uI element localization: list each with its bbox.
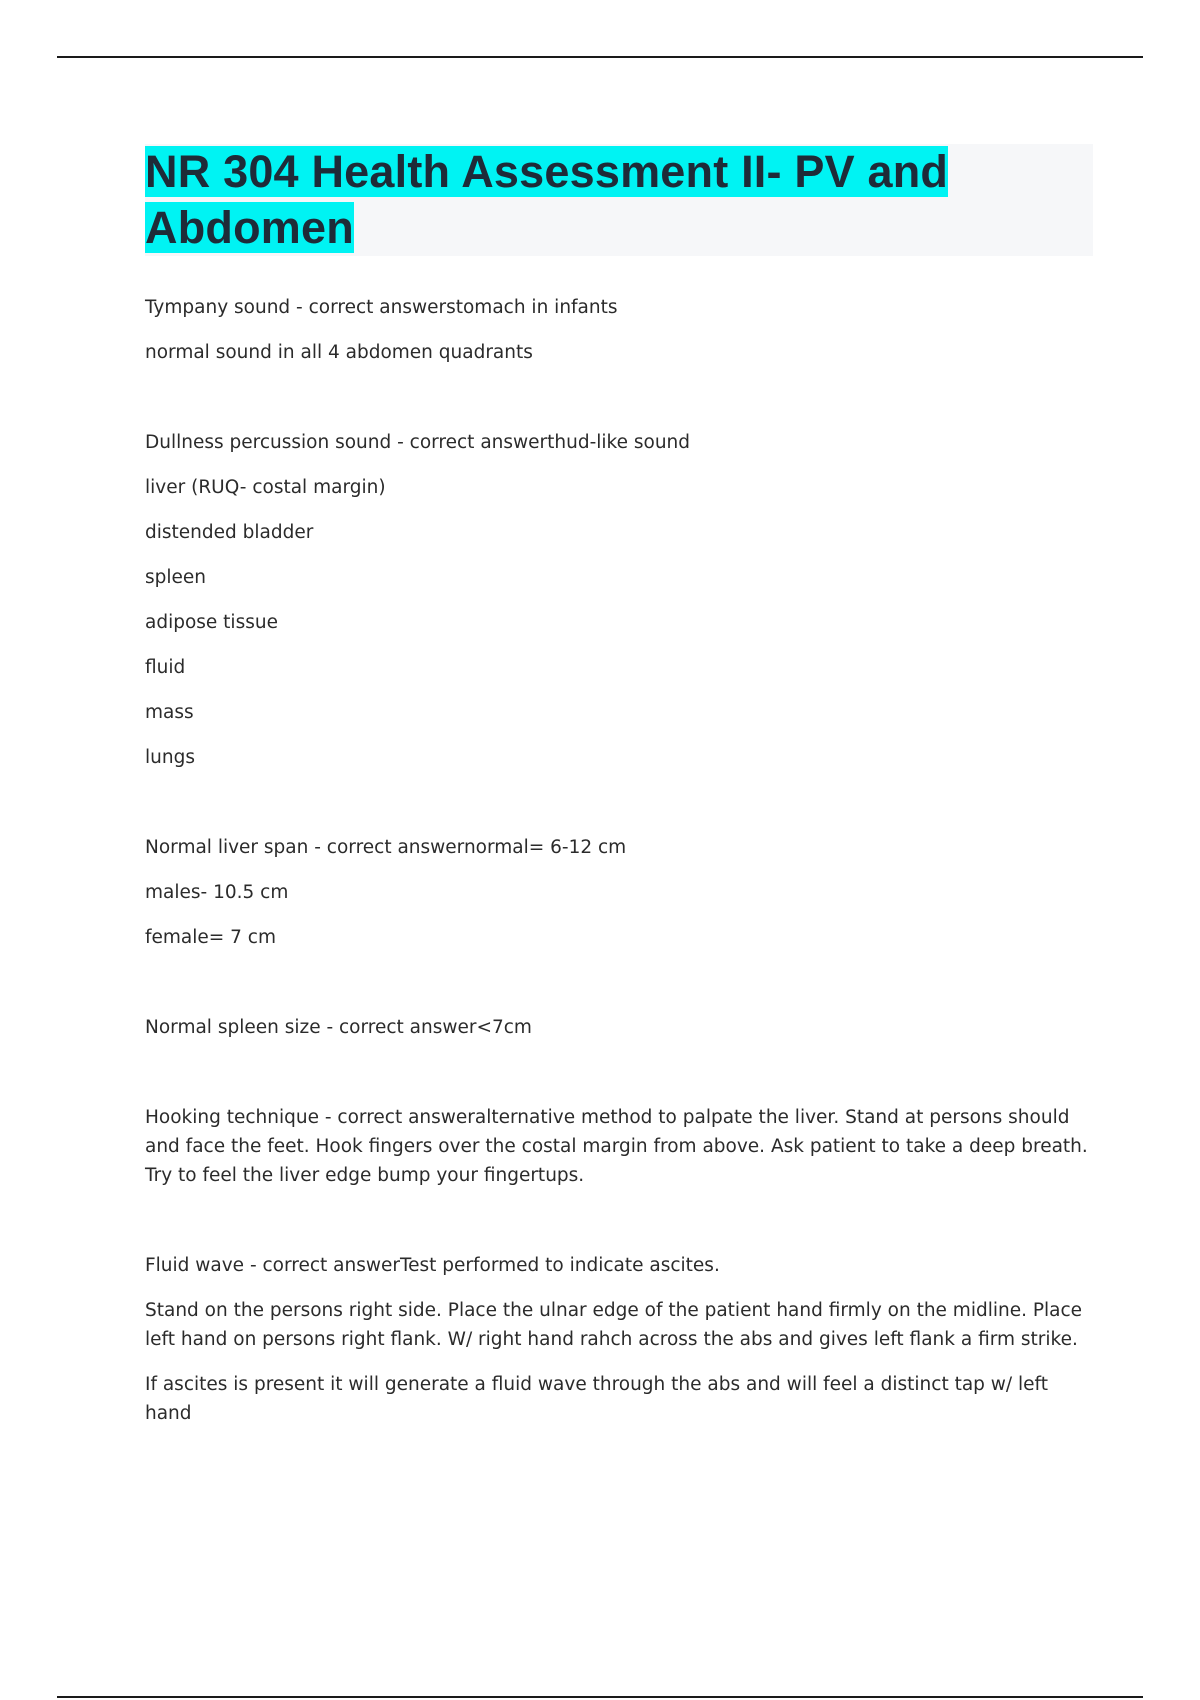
- entry-spacer: [145, 1206, 1093, 1251]
- document-body: [145, 144, 1093, 1444]
- entry-hooking-technique: [145, 1103, 1093, 1190]
- entry-line: males- 10.5 cm: [145, 882, 289, 903]
- entry-spacer: [145, 1058, 1093, 1103]
- entry-line: distended bladder: [145, 522, 314, 543]
- entry-line: Fluid wave - correct answerTest performed to indicate ascites.: [145, 1255, 720, 1276]
- entry-line: female= 7 cm: [145, 927, 276, 948]
- entry-line: fluid: [145, 657, 186, 678]
- entry-line: Hooking technique - correct answeralternative method to palpate the liver. Stand at persons should and face the feet. Hook fingers over the costal margin from above. Ask patient to take a deep breath. Try to feel the liver edge bump your fingertups.: [145, 1107, 1088, 1186]
- entry-tympany: [145, 293, 1093, 367]
- entry-line: Stand on the persons right side. Place the ulnar edge of the patient hand firmly on the midline. Place left hand on persons right flank. W/ right hand rahch across the abs and gives left flank a firm strike.: [145, 1300, 1083, 1350]
- entry-liver-span: [145, 833, 1093, 952]
- entry-line: adipose tissue: [145, 612, 278, 633]
- entry-line: mass: [145, 702, 194, 723]
- entry-line: normal sound in all 4 abdomen quadrants: [145, 342, 533, 363]
- entry-spacer: [145, 968, 1093, 1013]
- document-title: [145, 144, 1093, 256]
- entry-line: spleen: [145, 567, 207, 588]
- bottom-rule: [57, 1696, 1143, 1698]
- entry-line: lungs: [145, 747, 195, 768]
- entry-line: If ascites is present it will generate a fluid wave through the abs and will feel a distinct tap w/ left hand: [145, 1374, 1048, 1424]
- title-block: [145, 144, 1093, 256]
- entry-line: Normal spleen size - correct answer<7cm: [145, 1017, 532, 1038]
- entry-fluid-wave: [145, 1251, 1093, 1428]
- entry-spacer: [145, 788, 1093, 833]
- entry-line: Normal liver span - correct answernormal= 6-12 cm: [145, 837, 627, 858]
- entry-spacer: [145, 383, 1093, 428]
- entry-line: Dullness percussion sound - correct answerthud-like sound: [145, 432, 691, 453]
- entry-line: liver (RUQ- costal margin): [145, 477, 386, 498]
- entry-line: Tympany sound - correct answerstomach in infants: [145, 297, 618, 318]
- top-rule: [57, 56, 1143, 58]
- entry-spleen-size: [145, 1013, 1093, 1042]
- title-highlight: NR 304 Health Assessment II- PV and Abdomen: [145, 146, 949, 253]
- entry-dullness: [145, 428, 1093, 772]
